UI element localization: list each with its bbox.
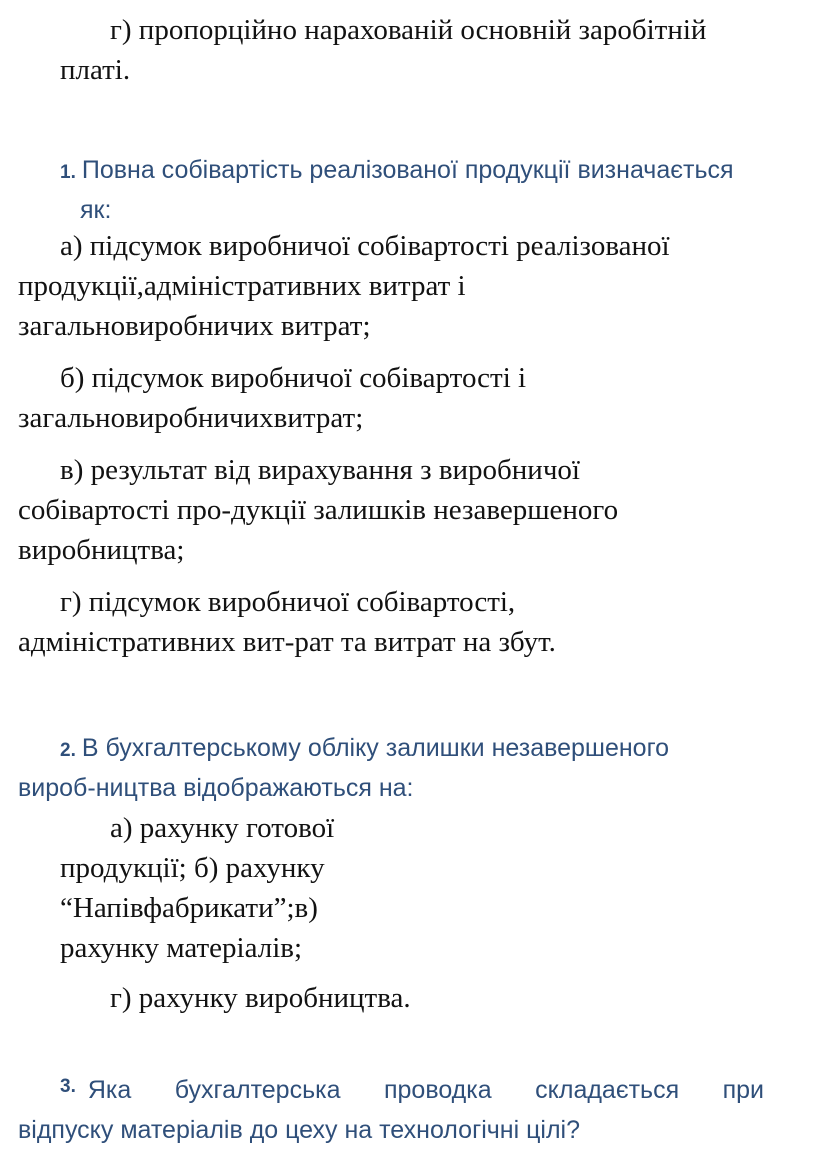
- q1-option-a-line2: продукції,адміністративних витрат і: [18, 270, 466, 302]
- q1-option-v-line3: виробництва;: [18, 534, 185, 566]
- q2-option-line2: продукції; б) рахунку: [60, 852, 325, 884]
- q1-option-b-line2: загальновиробничихвитрат;: [18, 402, 364, 434]
- q1-option-a-line1: а) підсумок виробничої собівартості реалізованої: [60, 230, 670, 262]
- question-1-number: 1.: [60, 162, 76, 183]
- q1-option-g-line2: адміністративних вит-рат та витрат на збут.: [18, 626, 556, 658]
- question-2-line2: вироб-ництва відображаються на:: [18, 774, 414, 802]
- q1-option-a-line3: загальновиробничих витрат;: [18, 310, 371, 342]
- q2-option-line1: а) рахунку готової: [110, 812, 335, 844]
- question-3-line2: відпуску матеріалів до цеху на технологічні цілі?: [18, 1116, 580, 1144]
- q1-option-v-line2: собівартості про-дукції залишків незавершеного: [18, 494, 619, 526]
- question-3-number: 3.: [60, 1076, 76, 1097]
- q2-option-line4: рахунку матеріалів;: [60, 932, 302, 964]
- question-1-text: Повна собівартість реалізованої продукції визначається: [81, 156, 734, 184]
- question-2-line1: [60, 734, 669, 763]
- question-2-text: В бухгалтерському обліку залишки незавершеного: [81, 734, 670, 762]
- question-3-text: Яка бухгалтерська проводка складається при: [87, 1076, 764, 1104]
- question-2-number: 2.: [60, 740, 76, 761]
- q2-option-line3: “Напівфабрикати”;в): [60, 892, 318, 924]
- q1-option-v-line1: в) результат від вирахування з виробничої: [60, 454, 580, 486]
- prev-option-g-line1: г) пропорційно нарахованій основній заробітній: [110, 14, 707, 46]
- question-1-line2: як:: [80, 196, 112, 224]
- question-3-line1: [60, 1076, 764, 1105]
- question-1-line1: [60, 156, 734, 185]
- q2-option-line5: г) рахунку виробництва.: [110, 982, 411, 1014]
- prev-option-g-line2: платі.: [60, 54, 131, 86]
- q1-option-g-line1: г) підсумок виробничої собівартості,: [60, 586, 516, 618]
- q1-option-b-line1: б) підсумок виробничої собівартості і: [60, 362, 527, 394]
